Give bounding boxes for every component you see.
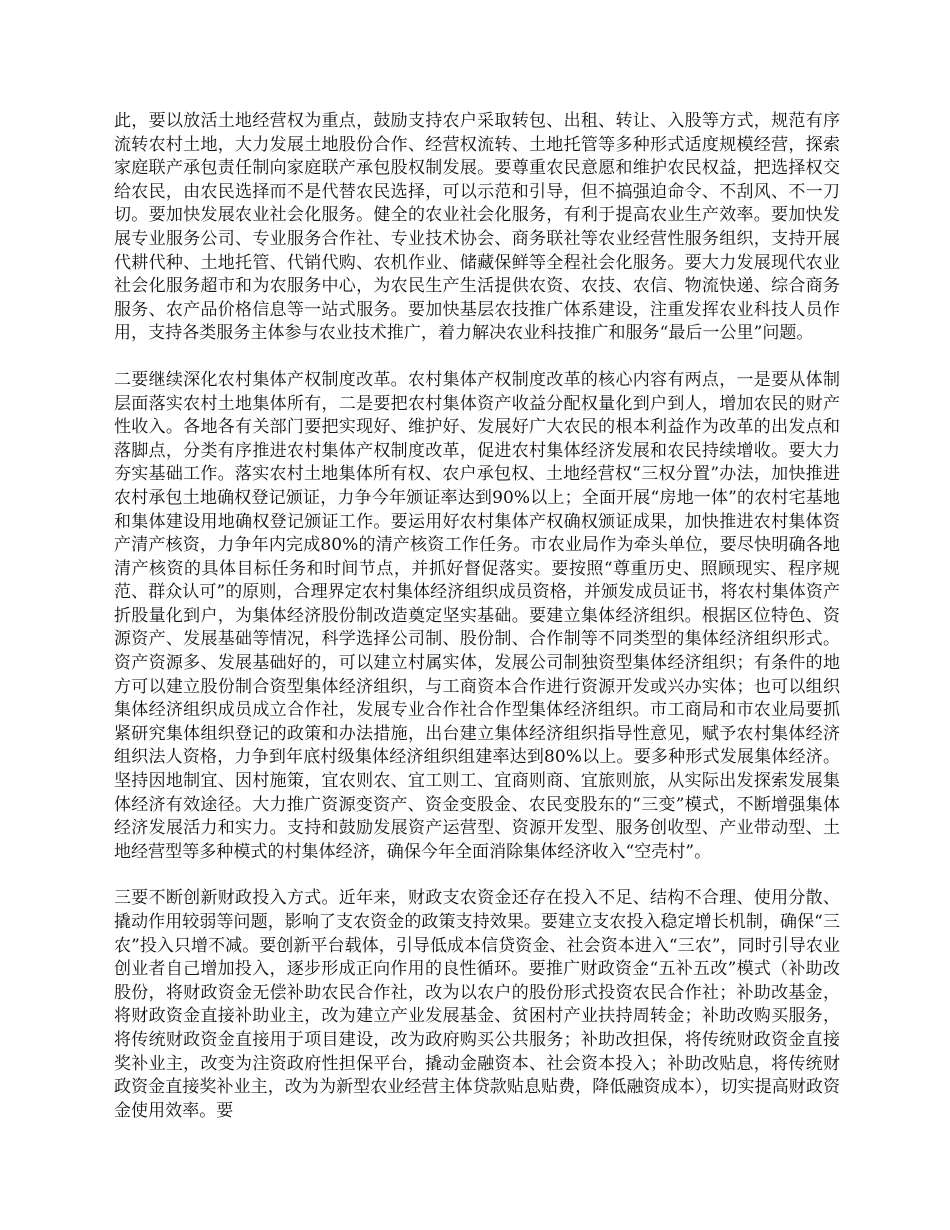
paragraph-fiscal-investment: 三要不断创新财政投入方式。近年来，财政支农资金还存在投入不足、结构不合理、使用分散、撬动作用较弱等问题，影响了支农资金的政策支持效果。要建立支农投入稳定增长机制，确保“三农”投入只增不减。要创新平台载体，引导低成本信贷资金、社会资本进入“三农”，同时引导农业创业者自己增加投入，逐步形成正向作用的良性循环。要推广财政资金“五补五改”模式（补助改股份，将财政资金无偿补助农民合作社，改为以农户的股份形式投资农民合作社；补助改基金，将财政资金直接补助业主，改为建立产业发展基金、贫困村产业扶持周转金；补助改购买服务，将传统财政资金直接用于项目建设，改为政府购买公共服务；补助改担保，将传统财政资金直接奖补业主，改变为注资政府性担保平台，撬动金融资本、社会资本投入；补助改贴息，将传统财政资金直接奖补业主，改为为新型农业经营主体贷款贴息贴费，降低融资成本），切实提高财政资金使用效率。要 xyxy=(114,888,840,1121)
paragraph-land-management-rights: 此，要以放活土地经营权为重点，鼓励支持农户采取转包、出租、转让、入股等方式，规范有序流转农村土地，大力发展土地股份合作、经营权流转、土地托管等多种形式适度规模经营，探索家庭联产承包责任制向家庭联产承包股权制发展。要尊重农民意愿和维护农民权益，把选择权交给农民，由农民选择而不是代替农民选择，可以示范和引导，但不搞强迫命令、不刮风、不一刀切。要加快发展农业社会化服务。健全的农业社会化服务，有利于提高农业生产效率。要加快发展专业服务公司、专业服务合作社、专业技术协会、商务联社等农业经营性服务组织，支持开展代耕代种、土地托管、代销代购、农机作业、储藏保鲜等全程社会化服务。要大力发展现代农业社会化服务超市和为农服务中心，为农民生产生活提供农资、农技、农信、物流快递、综合商务服务、农产品价格信息等一站式服务。要加快基层农技推广体系建设，注重发挥农业科技人员作用，支持各类服务主体参与农业技术推广，着力解决农业科技推广和服务“最后一公里”问题。 xyxy=(114,111,840,344)
paragraph-collective-property-reform: 二要继续深化农村集体产权制度改革。农村集体产权制度改革的核心内容有两点，一是要从体制层面落实农村土地集体所有，二是要把农村集体资产收益分配权量化到户到人，增加农民的财产性收入。各地各有关部门要把实现好、维护好、发展好广大农民的根本利益作为改革的出发点和落脚点，分类有序推进农村集体产权制度改革，促进农村集体经济发展和农民持续增收。要大力夯实基础工作。落实农村土地集体所有权、农户承包权、土地经营权“三权分置”办法，加快推进农村承包土地确权登记颁证，力争今年颁证率达到90%以上；全面开展“房地一体”的农村宅基地和集体建设用地确权登记颁证工作。要运用好农村集体产权确权颁证成果，加快推进农村集体资产清产核资，力争年内完成80%的清产核资工作任务。市农业局作为牵头单位，要尽快明确各地清产核资的具体目标任务和时间节点，并抓好督促落实。要按照“尊重历史、照顾现实、程序规范、群众认可”的原则，合理界定农村集体经济组织成员资格，并颁发成员证书，将农村集体资产折股量化到户，为集体经济股份制改造奠定坚实基础。要建立集体经济组织。根据区位特色、资源资产、发展基础等情况，科学选择公司制、股份制、合作制等不同类型的集体经济组织形式。资产资源多、发展基础好的，可以建立村属实体，发展公司制独资型集体经济组织；有条件的地方可以建立股份制合资型集体经济组织，与工商资本合作进行资源开发或兴办实体；也可以组织集体经济组织成员成立合作社，发展专业合作社合作型集体经济组织。市工商局和市农业局要抓紧研究集体组织登记的政策和办法措施，出台建立集体经济组织指导性意见，赋予农村集体经济组织法人资格，力争到年底村级集体经济组织组建率达到80%以上。要多种形式发展集体经济。坚持因地制宜、因村施策，宜农则农、宜工则工、宜商则商、宜旅则旅，从实际出发探索发展集体经济有效途径。大力推广资源变资产、资金变股金、农民变股东的“三变”模式，不断增强集体经济发展活力和实力。支持和鼓励发展资产运营型、资源开发型、服务创收型、产业带动型、土地经营型等多种模式的村集体经济，确保今年全面消除集体经济收入“空壳村”。 xyxy=(114,369,840,862)
document-page xyxy=(114,110,840,1123)
